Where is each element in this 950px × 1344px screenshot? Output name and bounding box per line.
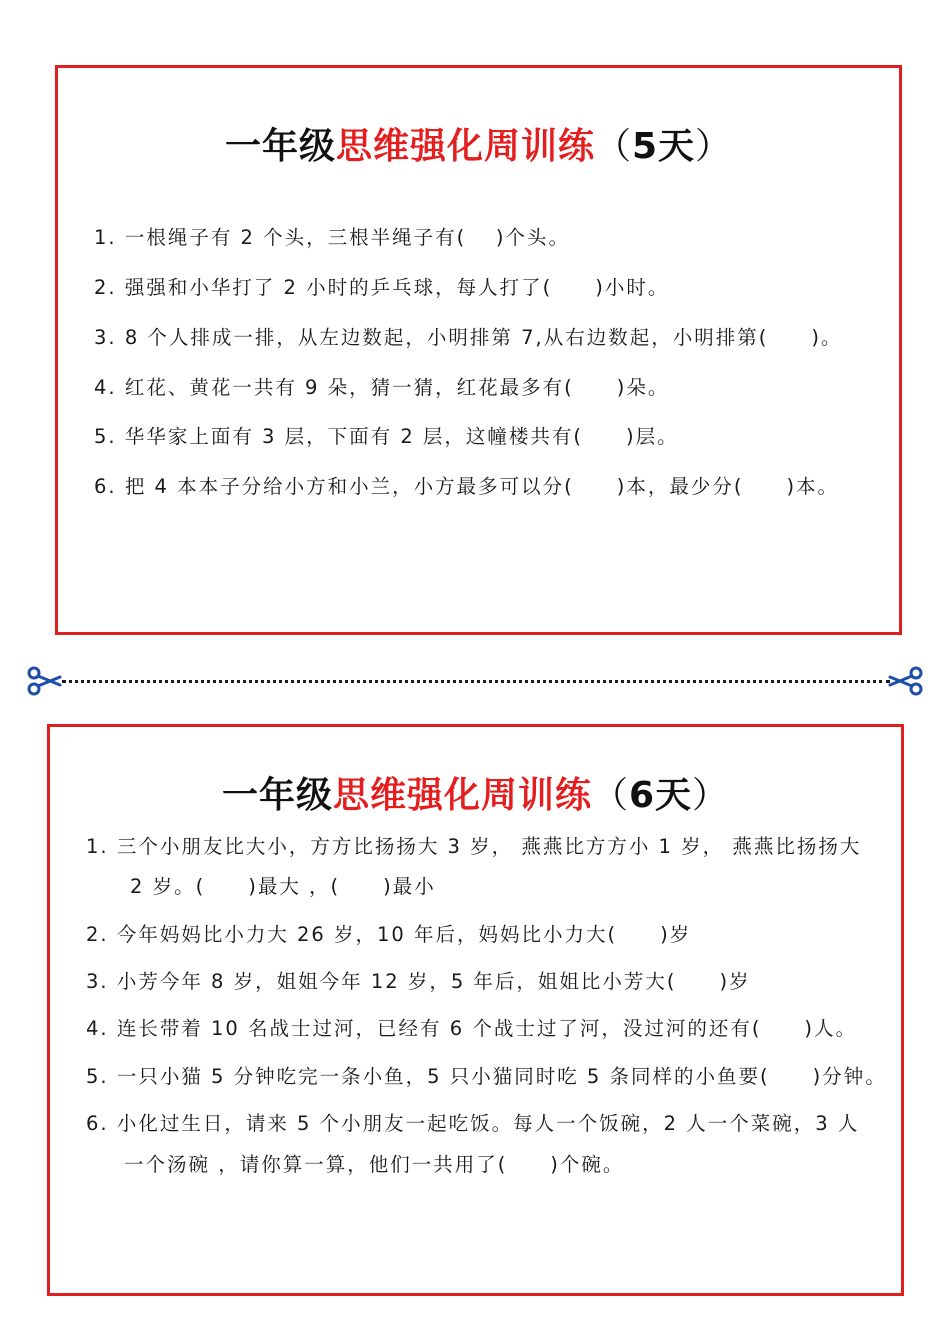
question-number: 6. xyxy=(86,1112,109,1135)
title-highlight: 思维强化周训练 xyxy=(335,126,595,167)
question-continuation: 一个汤碗 ，请你算一算，他们一共用了( )个碗。 xyxy=(124,1153,625,1176)
title-prefix: 一年级 xyxy=(224,126,336,167)
question-item xyxy=(94,425,679,449)
title-paren-close: ） xyxy=(692,775,730,816)
title-paren-open: （ xyxy=(591,775,629,816)
question-item xyxy=(86,835,861,859)
question-text: 连长带着 10 名战士过河，已经有 6 个战士过了河，没过河的还有( )人。 xyxy=(116,1017,858,1040)
worksheet-title xyxy=(58,118,899,169)
question-text: 强强和小华打了 2 小时的乒乓球，每人打了( )小时。 xyxy=(124,276,670,299)
question-number: 1. xyxy=(94,226,117,249)
question-text: 小化过生日，请来 5 个小朋友一起吃饭。每人一个饭碗，2 人一个菜碗，3 人 xyxy=(116,1112,860,1135)
question-item xyxy=(86,1017,857,1041)
title-days: 5天 xyxy=(631,126,696,167)
question-text: 一根绳子有 2 个头，三根半绳子有( )个头。 xyxy=(124,226,571,249)
question-item xyxy=(86,970,751,994)
question-item xyxy=(94,475,839,499)
question-text: 三个小朋友比大小，方方比扬扬大 3 岁， 燕燕比方方小 1 岁， 燕燕比扬扬大 xyxy=(116,835,862,858)
question-number: 3. xyxy=(94,326,117,349)
worksheet-title xyxy=(50,767,901,818)
question-number: 2. xyxy=(94,276,117,299)
question-text: 一只小猫 5 分钟吃完一条小鱼，5 只小猫同时吃 5 条同样的小鱼要( )分钟。 xyxy=(116,1065,887,1088)
cut-line xyxy=(62,680,890,683)
question-number: 6. xyxy=(94,475,117,498)
question-text: 小芳今年 8 岁，姐姐今年 12 岁，5 年后，姐姐比小芳大( )岁 xyxy=(116,970,751,993)
question-text: 8 个人排成一排，从左边数起，小明排第 7,从右边数起，小明排第( )。 xyxy=(124,326,843,349)
question-item xyxy=(94,226,570,250)
question-number: 5. xyxy=(86,1065,109,1088)
scissors-icon xyxy=(888,665,924,697)
question-text: 华华家上面有 3 层，下面有 2 层，这幢楼共有( )层。 xyxy=(124,425,679,448)
question-item xyxy=(94,326,842,350)
question-item xyxy=(94,276,669,300)
question-number: 4. xyxy=(86,1017,109,1040)
title-prefix: 一年级 xyxy=(221,775,333,816)
question-continuation: 2 岁。( )最大 ，( )最小 xyxy=(130,875,436,898)
title-days: 6天 xyxy=(628,775,693,816)
question-item xyxy=(86,1065,887,1089)
question-number: 1. xyxy=(86,835,109,858)
scissors-icon xyxy=(26,665,62,697)
worksheet-card-6-day xyxy=(47,724,904,1296)
title-paren-close: ） xyxy=(695,126,733,167)
question-item xyxy=(86,923,691,947)
question-item xyxy=(94,376,669,400)
question-number: 2. xyxy=(86,923,109,946)
question-number: 3. xyxy=(86,970,109,993)
title-highlight: 思维强化周训练 xyxy=(332,775,592,816)
question-text: 今年妈妈比小力大 26 岁，10 年后，妈妈比小力大( )岁 xyxy=(116,923,692,946)
title-paren-open: （ xyxy=(594,126,632,167)
worksheet-card-5-day xyxy=(55,65,902,635)
question-text: 把 4 本本子分给小方和小兰，小方最多可以分( )本，最少分( )本。 xyxy=(124,475,840,498)
question-number: 5. xyxy=(94,425,117,448)
question-number: 4. xyxy=(94,376,117,399)
question-text: 红花、黄花一共有 9 朵，猜一猜，红花最多有( )朵。 xyxy=(124,376,670,399)
question-item xyxy=(86,1112,859,1136)
